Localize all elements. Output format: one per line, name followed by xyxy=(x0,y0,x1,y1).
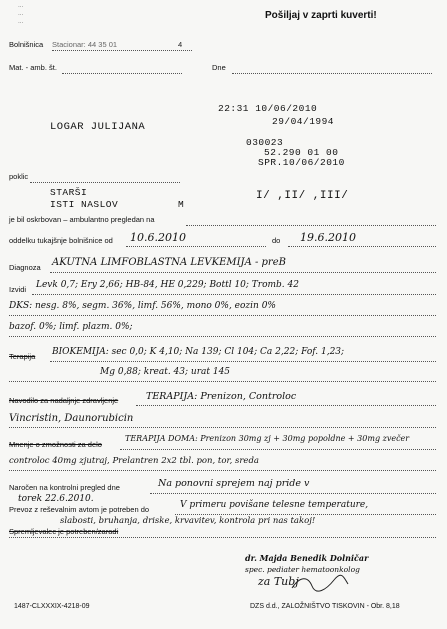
stamp-stacionar: Stacionar: 44 35 01 xyxy=(52,40,118,49)
date-from: 10.6.2010 xyxy=(130,231,186,244)
form-instruction: Pošiljaj v zaprti kuverti! xyxy=(265,10,377,21)
label-dne: Dne xyxy=(212,63,226,72)
label-prevoz: Prevoz z reševalnim avtom je potreben do xyxy=(9,505,150,514)
doctor-name: dr. Majda Benedik Dolničar xyxy=(245,553,369,563)
code-1: 030023 xyxy=(246,137,284,148)
publisher-code: DZS d.d., ZALOŽNIŠTVO TISKOVIN - Obr. 8,18 xyxy=(250,603,400,610)
form-code: 1487-CLXXXIX-4218-09 xyxy=(14,603,90,610)
label-spremljevalec: Spremljevalec je potreben/zaradi xyxy=(9,527,119,536)
label-bolnisnica: Bolnišnica xyxy=(9,40,44,49)
label-terapija: Terapija xyxy=(9,352,36,361)
narocen-line-2: torek 22.6.2010. xyxy=(18,494,94,504)
birth-date: 29/04/1994 xyxy=(272,116,335,127)
spr-date: SPR.10/06/2010 xyxy=(258,157,345,168)
code-2: 52.290 01 00 xyxy=(264,147,339,158)
hospital-stamp xyxy=(18,2,168,42)
stamp-line: ... xyxy=(18,18,24,25)
izvidi-line-2: DKS: nesg. 8%, segm. 36%, limf. 56%, mono 0%, eozin 0% xyxy=(9,301,276,311)
spremljevalec-note: slabosti, bruhanja, driske, krvavitev, kontrola pri nas takoj! xyxy=(60,516,316,526)
roman-classes: I/ ,II/ ,III/ xyxy=(256,190,349,202)
label-izvidi: Izvidi xyxy=(9,285,27,294)
mnenje-line-1: TERAPIJA DOMA: Prenizon 30mg zj + 30mg popoldne + 30mg zvečer xyxy=(125,434,410,443)
biokemija-line-2: Mg 0,88; kreat. 43; urat 145 xyxy=(100,367,231,377)
admission-time: 22:31 10/06/2010 xyxy=(218,103,318,114)
patient-name: LOGAR JULIJANA xyxy=(50,121,146,133)
prevoz-note: V primeru povišane telesne temperature, xyxy=(180,500,369,510)
label-oskrbovan: je bil oskrbovan – ambulantno pregledan na xyxy=(9,215,155,224)
navodilo-line-1: TERAPIJA: Prenizon, Controloc xyxy=(146,391,297,402)
izvidi-line-1: Levk 0,7; Ery 2,66; HB-84, HE 0,229; Bottl 10; Tromb. 42 xyxy=(36,280,299,290)
izvidi-line-3: bazof. 0%; limf. plazm. 0%; xyxy=(9,322,133,332)
mnenje-line-2: controloc 40mg zjutraj, Prelantren 2x2 tbl. pon, tor, sreda xyxy=(9,456,259,466)
signature-scribble: za Tubj xyxy=(258,575,299,588)
navodilo-line-2: Vincristin, Daunorubicin xyxy=(9,413,134,424)
label-mat-amb: Mat. - amb. št. xyxy=(9,63,57,72)
date-to: 19.6.2010 xyxy=(300,231,356,244)
diagnosis: AKUTNA LIMFOBLASTNA LEVKEMIJA - preB xyxy=(52,257,286,268)
label-poklic: poklic xyxy=(9,172,29,181)
signature-mark xyxy=(290,574,350,592)
label-narocen: Naročen na kontrolni pregled dne xyxy=(9,483,120,492)
doctor-title: spec. pediater hematoonkolog xyxy=(245,565,360,574)
sex: M xyxy=(178,199,185,210)
biokemija-line-1: BIOKEMIJA: sec 0,0; K 4,10; Na 139; Cl 104; Ca 2,22; Fof. 1,23; xyxy=(52,347,345,357)
address: ISTI NASLOV xyxy=(50,199,119,210)
narocen-line-1: Na ponovni sprejem naj pride v xyxy=(158,478,310,489)
label-mnenje: Mnenje o zmožnosti za delo xyxy=(9,440,102,449)
stamp-number: 4 xyxy=(178,40,183,49)
stamp-line: ... xyxy=(18,2,24,9)
guardian: STARŠI xyxy=(50,187,88,198)
label-do: do xyxy=(272,236,281,245)
label-diagnoza: Diagnoza xyxy=(9,263,41,272)
label-navodilo: Navodilo za nadaljnje zdravljenje xyxy=(9,396,119,405)
label-oddelek: oddelku tukajšnje bolnišnice od xyxy=(9,236,113,245)
stamp-line: ... xyxy=(18,10,24,17)
